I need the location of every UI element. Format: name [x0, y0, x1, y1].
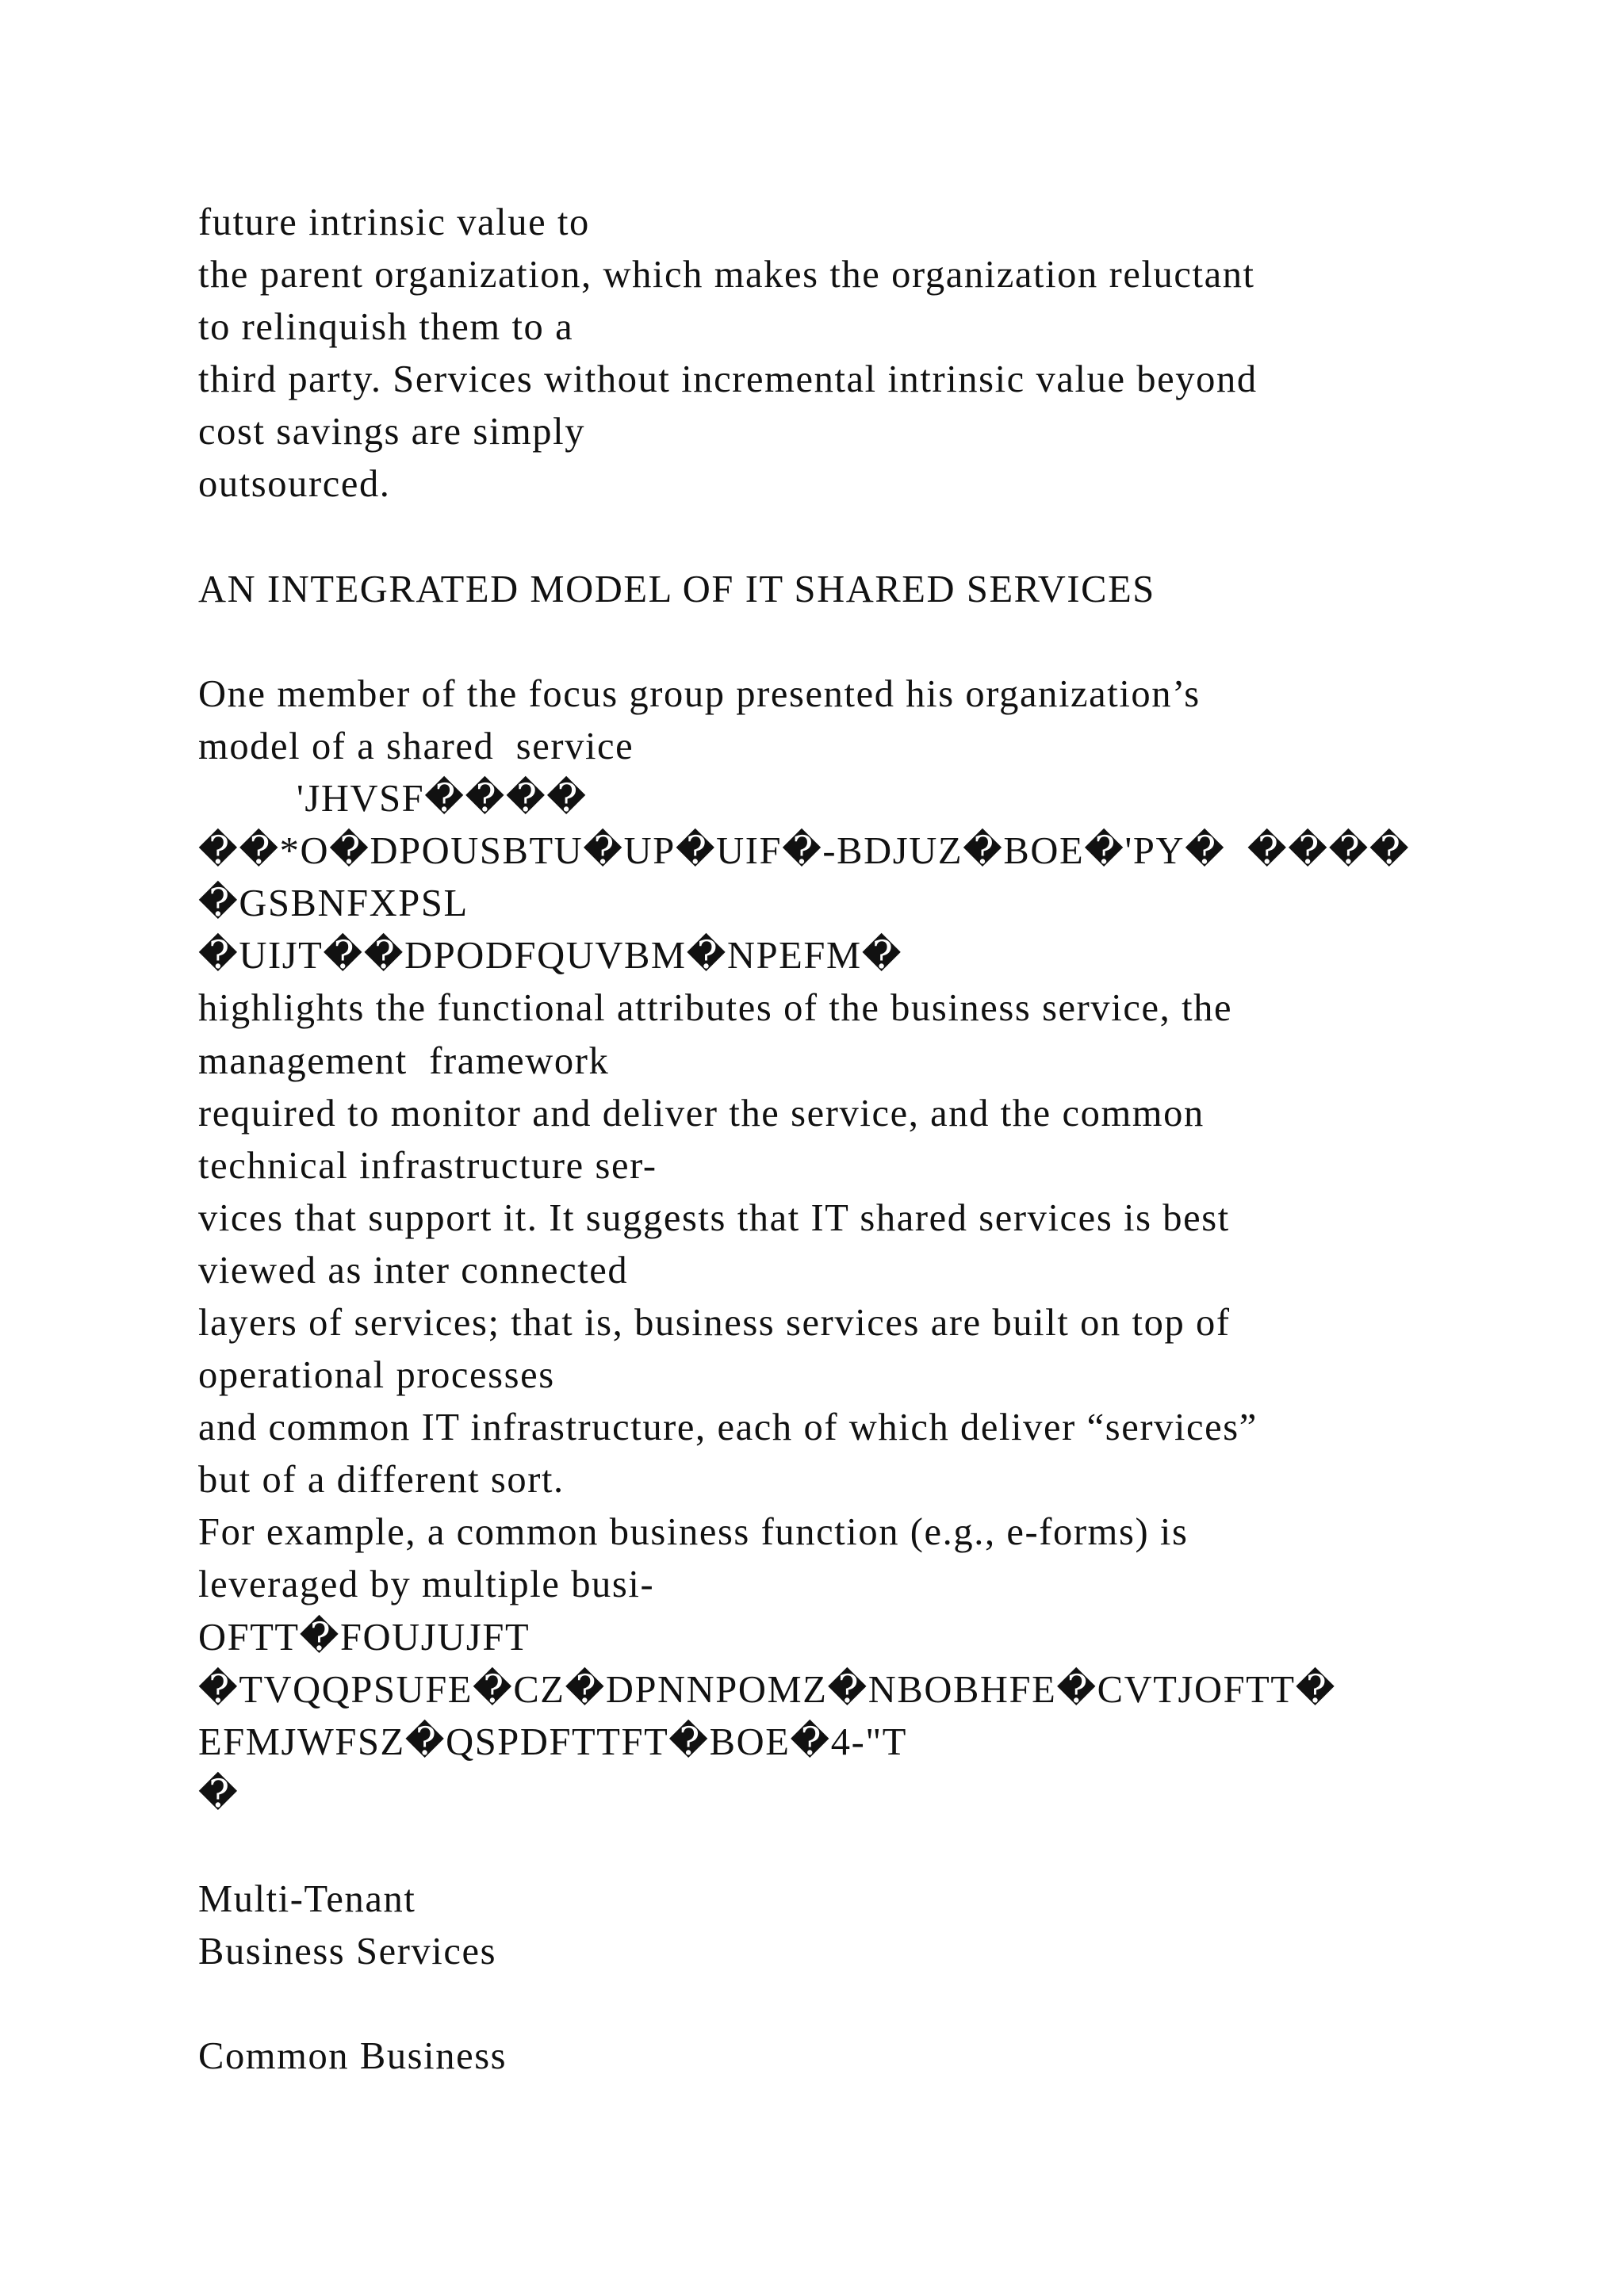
text-line: viewed as inter connected	[198, 1249, 629, 1292]
text-line: to relinquish them to a	[198, 306, 574, 349]
text-line: cost savings are simply	[198, 411, 586, 453]
text-line: but of a different sort.	[198, 1459, 565, 1502]
text-line: and common IT infrastructure, each of which deliver “services”	[198, 1406, 1258, 1449]
blank-line	[198, 511, 1515, 564]
text-line: �TVQQPSUFE�CZ�DPNNPOMZ�NBOBHFE�CVTJOFTT�	[198, 1668, 1336, 1711]
text-line: technical infrastructure ser-	[198, 1144, 657, 1187]
text-line: 'JHVSF����	[297, 778, 588, 821]
blank-line	[198, 616, 1515, 668]
text-line: management framework	[198, 1039, 610, 1082]
text-line: �GSBNFXPSL	[198, 882, 469, 925]
document-body	[198, 197, 1515, 2083]
text-line: OFTT�FOUJUJFT	[198, 1616, 530, 1659]
text-line: For example, a common business function (e.g., e-forms) is	[198, 1511, 1189, 1554]
text-line: required to monitor and deliver the service, and the common	[198, 1092, 1205, 1135]
text-line: AN INTEGRATED MODEL OF IT SHARED SERVICES	[198, 568, 1155, 610]
text-line: the parent organization, which makes the organization reluctant	[198, 254, 1255, 297]
text-line: highlights the functional attributes of the business service, the	[198, 987, 1233, 1030]
text-line: ��*O�DPOUSBTU�UP�UIF�-BDJUZ�BOE�'PY� ����	[198, 830, 1411, 873]
blank-line	[198, 1821, 1515, 1873]
text-line: EFMJWFSZ�QSPDFTTFT�BOE�4-"T	[198, 1720, 907, 1763]
text-line: vices that support it. It suggests that IT shared services is best	[198, 1196, 1230, 1239]
text-line: layers of services; that is, business services are built on top of	[198, 1301, 1231, 1344]
text-line: third party. Services without incremental intrinsic value beyond	[198, 358, 1258, 401]
text-line: future intrinsic value to	[198, 201, 590, 243]
text-line: �	[198, 1773, 239, 1816]
text-line: model of a shared service	[198, 725, 634, 767]
text-line: operational processes	[198, 1354, 555, 1397]
text-line: Multi-Tenant	[198, 1878, 416, 1920]
text-line: outsourced.	[198, 463, 391, 506]
text-line: �UIJT��DPODFQUVBM�NPEFM�	[198, 935, 903, 978]
text-line: leveraged by multiple busi-	[198, 1563, 655, 1606]
text-line: Business Services	[198, 1931, 497, 1973]
text-line: Common Business	[198, 2035, 508, 2078]
text-line: One member of the focus group presented his organization’s	[198, 672, 1201, 715]
blank-line	[198, 1978, 1515, 2030]
